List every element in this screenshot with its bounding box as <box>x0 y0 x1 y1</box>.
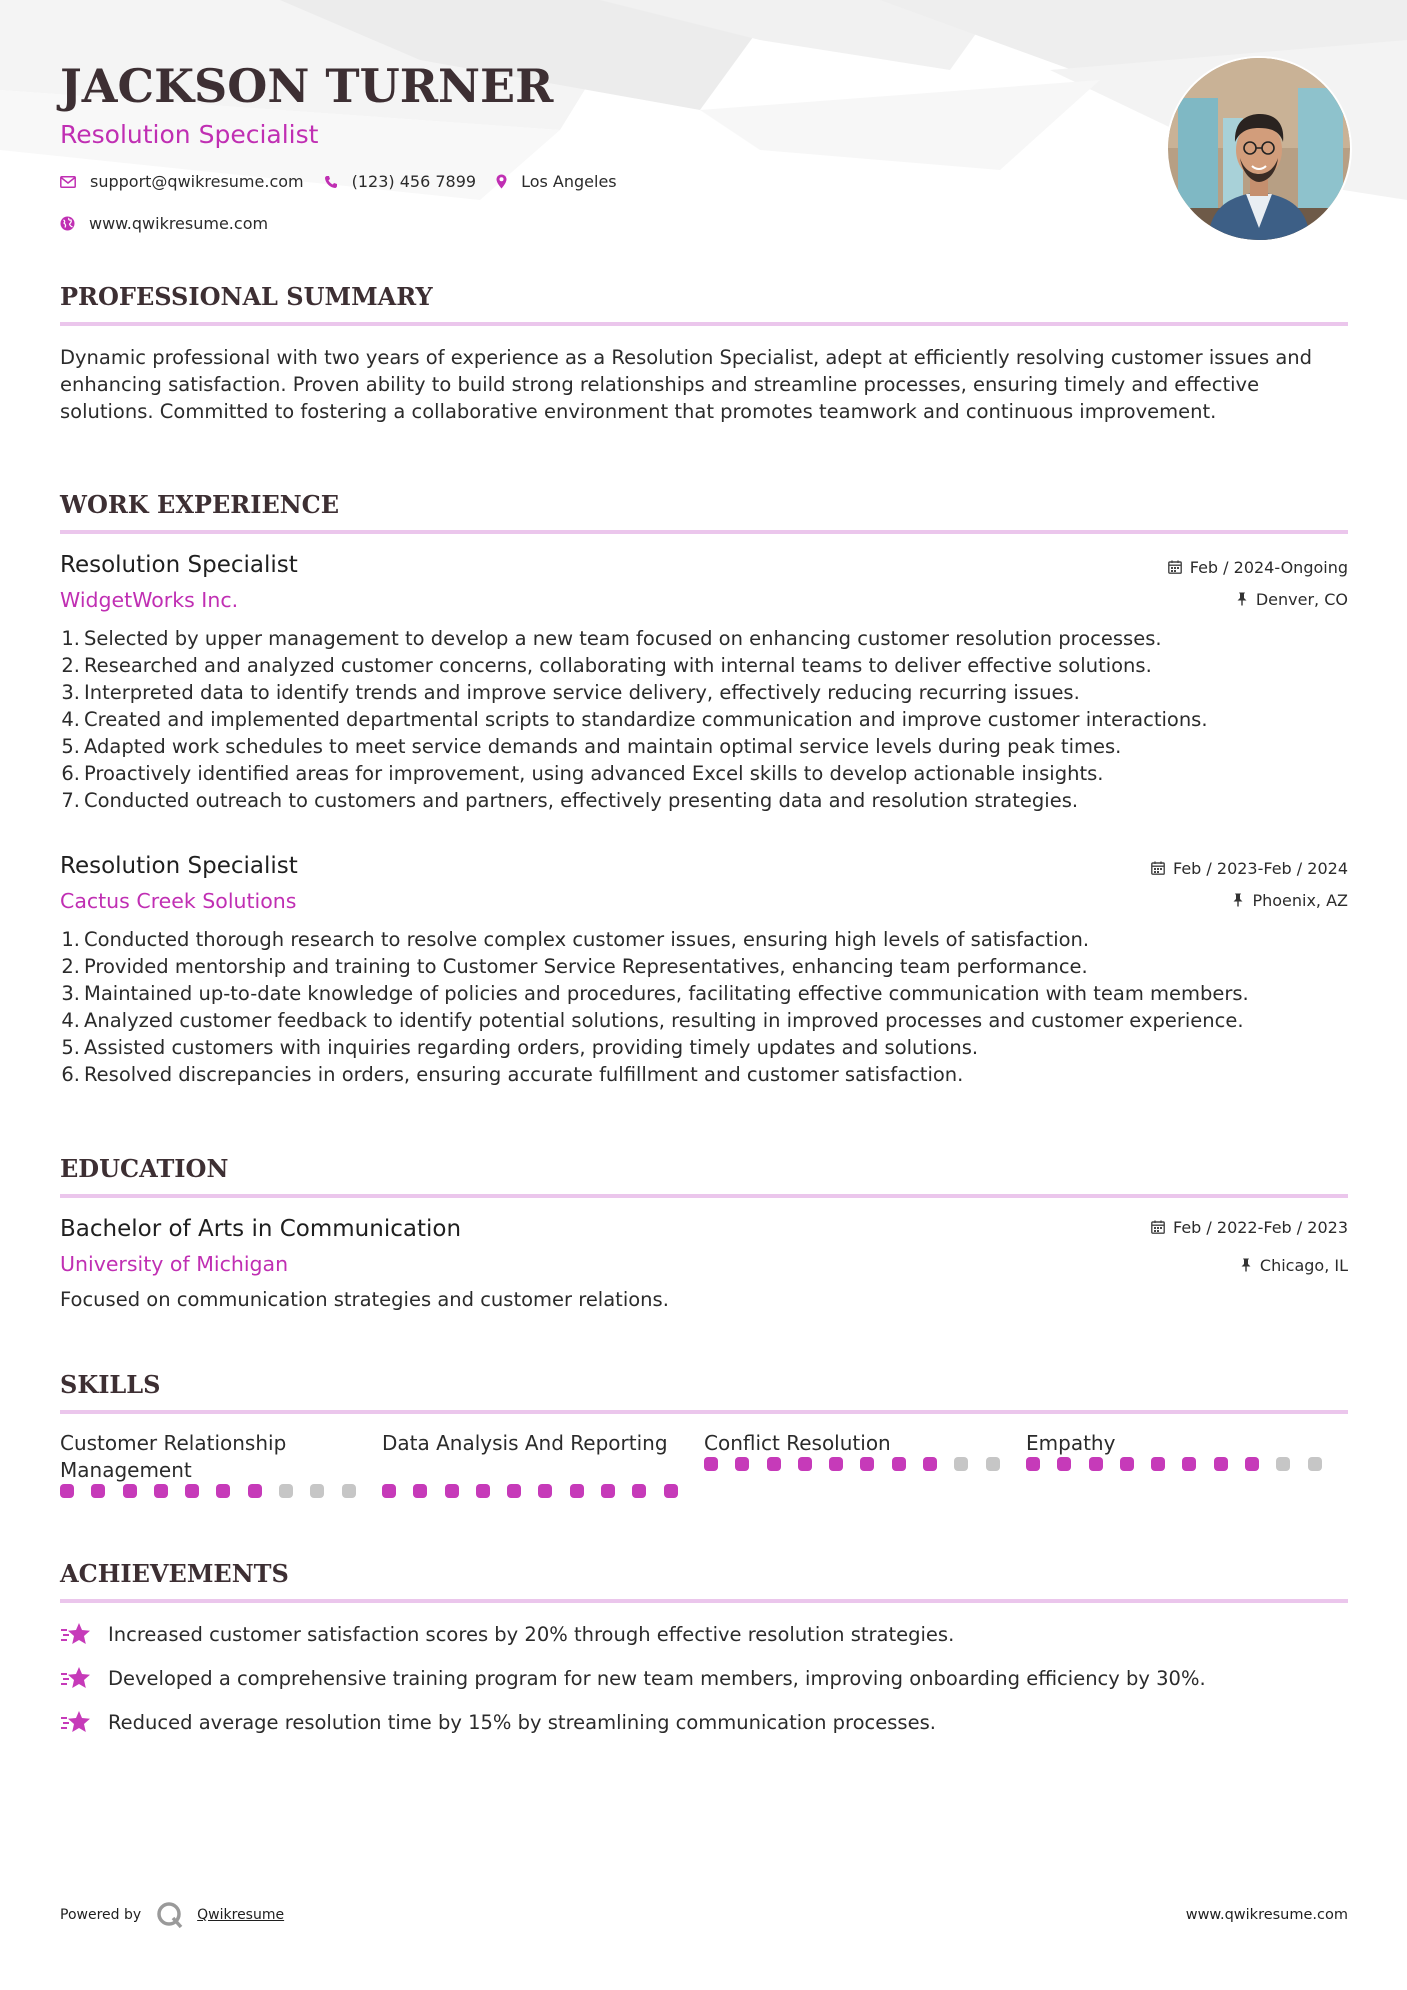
list-item: 1. Conducted thorough research to resolve complex customer issues, ensuring high levels of satisfaction. <box>61 928 1090 951</box>
rating-dot-filled <box>216 1484 230 1498</box>
section-divider <box>60 1599 1348 1603</box>
education-location: Chicago, IL <box>1259 1255 1348 1275</box>
rating-dot-filled <box>538 1484 552 1498</box>
skill-name: Data Analysis And Reporting <box>382 1431 668 1455</box>
achievements-list <box>60 1612 1348 1744</box>
list-item: 2. Researched and analyzed customer concerns, collaborating with internal teams to deliver effective solutions. <box>61 654 1152 677</box>
skill-item <box>60 1430 382 1498</box>
rating-dot-filled <box>601 1484 615 1498</box>
skill-item <box>382 1430 704 1498</box>
skill-name: Empathy <box>1026 1431 1116 1455</box>
list-item: 1. Selected by upper management to develop a new team focused on enhancing customer resolution processes. <box>61 627 1162 650</box>
job-title: Resolution Specialist <box>60 552 298 578</box>
rating-dot-filled <box>798 1457 812 1471</box>
pushpin-icon <box>1236 592 1248 606</box>
rating-dot-empty <box>954 1457 968 1471</box>
list-item: 4. Created and implemented departmental scripts to standardize communication and improve customer interactions. <box>61 708 1208 731</box>
list-item: 4. Analyzed customer feedback to identify potential solutions, resulting in improved processes and customer experience. <box>61 1009 1244 1032</box>
rating-dot-filled <box>1089 1457 1103 1471</box>
footer <box>60 1898 1348 1932</box>
job-company: WidgetWorks Inc. <box>60 588 239 612</box>
rating-dot-filled <box>923 1457 937 1471</box>
rating-dot-filled <box>735 1457 749 1471</box>
rating-dot-filled <box>476 1484 490 1498</box>
rating-dot-filled <box>413 1484 427 1498</box>
rating-dot-filled <box>829 1457 843 1471</box>
achievement-item <box>60 1700 1348 1744</box>
rating-dot-filled <box>445 1484 459 1498</box>
rating-dot-filled <box>767 1457 781 1471</box>
list-item: 5. Assisted customers with inquiries regarding orders, providing timely updates and solutions. <box>61 1036 979 1059</box>
rating-dot-empty <box>279 1484 293 1498</box>
shooting-star-icon <box>60 1621 92 1647</box>
job-location: Phoenix, AZ <box>1252 890 1348 910</box>
summary-text: Dynamic professional with two years of experience as a Resolution Specialist, adept at efficiently resolving customer issues and enhancing satisfaction. Proven ability to build strong relationships and streamline processes, ensuring timely and effective solutions. Committed to fostering a collaborative environment that promotes teamwork and continuous improvement. <box>60 346 1313 423</box>
rating-dot-filled <box>185 1484 199 1498</box>
rating-dot-empty <box>1308 1457 1322 1471</box>
globe-icon <box>60 216 75 231</box>
rating-dot-filled <box>632 1484 646 1498</box>
list-item: 6. Proactively identified areas for improvement, using advanced Excel skills to develop actionable insights. <box>61 762 1104 785</box>
calendar-icon <box>1168 560 1182 574</box>
rating-dot-filled <box>1214 1457 1228 1471</box>
job-title: Resolution Specialist <box>60 853 298 879</box>
list-item: 2. Provided mentorship and training to Customer Service Representatives, enhancing team performance. <box>61 955 1088 978</box>
website-text: www.qwikresume.com <box>89 214 269 233</box>
education-entry <box>60 1214 1348 1313</box>
skill-name: Customer Relationship Management <box>60 1431 287 1482</box>
email-text: support@qwikresume.com <box>90 172 304 191</box>
rating-dot-empty <box>310 1484 324 1498</box>
rating-dot-empty <box>342 1484 356 1498</box>
rating-dot-filled <box>91 1484 105 1498</box>
rating-dot-filled <box>382 1484 396 1498</box>
pushpin-icon <box>1240 1258 1252 1272</box>
shooting-star-icon <box>60 1665 92 1691</box>
rating-dot-empty <box>1276 1457 1290 1471</box>
skill-rating <box>1026 1457 1348 1471</box>
phone-contact[interactable] <box>324 172 476 191</box>
profile-photo <box>1168 58 1350 240</box>
list-item: 5. Adapted work schedules to meet service demands and maintain optimal service levels during peak times. <box>61 735 1122 758</box>
pushpin-icon <box>1232 893 1244 907</box>
summary-heading: PROFESSIONAL SUMMARY <box>60 282 433 311</box>
skills-section <box>60 1370 1348 1414</box>
rating-dot-filled <box>1245 1457 1259 1471</box>
job-entry <box>60 851 1348 1088</box>
rating-dot-filled <box>664 1484 678 1498</box>
list-item: 3. Maintained up-to-date knowledge of policies and procedures, facilitating effective communication with team members. <box>61 982 1249 1005</box>
rating-dot-filled <box>860 1457 874 1471</box>
job-bullets <box>60 926 1348 1088</box>
rating-dot-filled <box>892 1457 906 1471</box>
phone-text: (123) 456 7899 <box>351 172 477 191</box>
degree-title: Bachelor of Arts in Communication <box>60 1216 462 1242</box>
achievement-item <box>60 1656 1348 1700</box>
list-item: 6. Resolved discrepancies in orders, ensuring accurate fulfillment and customer satisfaction. <box>61 1063 964 1086</box>
location-text: Los Angeles <box>521 172 617 191</box>
candidate-title: Resolution Specialist <box>60 120 319 149</box>
skill-rating <box>382 1484 704 1498</box>
rating-dot-filled <box>1057 1457 1071 1471</box>
education-dates: Feb / 2022-Feb / 2023 <box>1173 1217 1348 1237</box>
list-item: 3. Interpreted data to identify trends and improve service delivery, effectively reducing recurring issues. <box>61 681 1080 704</box>
rating-dot-filled <box>123 1484 137 1498</box>
shooting-star-icon <box>60 1709 92 1735</box>
experience-heading: WORK EXPERIENCE <box>60 490 340 519</box>
experience-section <box>60 490 1348 534</box>
job-company: Cactus Creek Solutions <box>60 889 297 913</box>
rating-dot-filled <box>1182 1457 1196 1471</box>
achievement-item <box>60 1612 1348 1656</box>
qwikresume-logo-icon <box>155 1900 185 1930</box>
achievement-text: Developed a comprehensive training program for new team members, improving onboarding efficiency by 30%. <box>108 1666 1206 1690</box>
location-contact <box>496 172 617 191</box>
envelope-icon <box>60 176 76 188</box>
phone-icon <box>324 175 338 189</box>
calendar-icon <box>1151 1220 1165 1234</box>
job-dates: Feb / 2023-Feb / 2024 <box>1173 858 1348 878</box>
skills-heading: SKILLS <box>60 1370 161 1399</box>
rating-dot-filled <box>507 1484 521 1498</box>
footer-website[interactable]: www.qwikresume.com <box>1185 1907 1348 1923</box>
skill-item <box>1026 1430 1348 1498</box>
skill-name: Conflict Resolution <box>704 1431 891 1455</box>
rating-dot-empty <box>986 1457 1000 1471</box>
candidate-name: JACKSON TURNER <box>60 59 554 113</box>
job-dates: Feb / 2024-Ongoing <box>1189 557 1348 577</box>
rating-dot-filled <box>60 1484 74 1498</box>
job-location: Denver, CO <box>1255 589 1348 609</box>
skill-rating <box>60 1484 382 1498</box>
rating-dot-filled <box>1120 1457 1134 1471</box>
education-description: Focused on communication strategies and customer relations. <box>60 1288 669 1311</box>
job-entry <box>60 550 1348 814</box>
qwikresume-link[interactable]: Qwikresume <box>197 1907 285 1923</box>
education-section <box>60 1154 1348 1198</box>
achievement-text: Reduced average resolution time by 15% by streamlining communication processes. <box>108 1710 936 1734</box>
rating-dot-filled <box>154 1484 168 1498</box>
email-contact[interactable] <box>60 172 304 191</box>
powered-by-label: Powered by <box>60 1907 142 1923</box>
calendar-icon <box>1151 861 1165 875</box>
section-divider <box>60 1194 1348 1198</box>
list-item: 7. Conducted outreach to customers and partners, effectively presenting data and resolution strategies. <box>61 789 1079 812</box>
achievements-heading: ACHIEVEMENTS <box>60 1559 289 1588</box>
school-name: University of Michigan <box>60 1252 289 1276</box>
education-heading: EDUCATION <box>60 1154 229 1183</box>
map-pin-icon <box>496 174 507 189</box>
website-contact[interactable] <box>60 214 268 233</box>
summary-section <box>60 282 1348 326</box>
section-divider <box>60 322 1348 326</box>
skill-rating <box>704 1457 1026 1471</box>
rating-dot-filled <box>1026 1457 1040 1471</box>
section-divider <box>60 530 1348 534</box>
job-bullets <box>60 625 1348 814</box>
skill-item <box>704 1430 1026 1498</box>
rating-dot-filled <box>1151 1457 1165 1471</box>
achievements-section <box>60 1559 1348 1603</box>
section-divider <box>60 1410 1348 1414</box>
rating-dot-filled <box>704 1457 718 1471</box>
achievement-text: Increased customer satisfaction scores by 20% through effective resolution strategies. <box>108 1622 955 1646</box>
rating-dot-filled <box>570 1484 584 1498</box>
skills-list <box>60 1430 1348 1498</box>
rating-dot-filled <box>248 1484 262 1498</box>
